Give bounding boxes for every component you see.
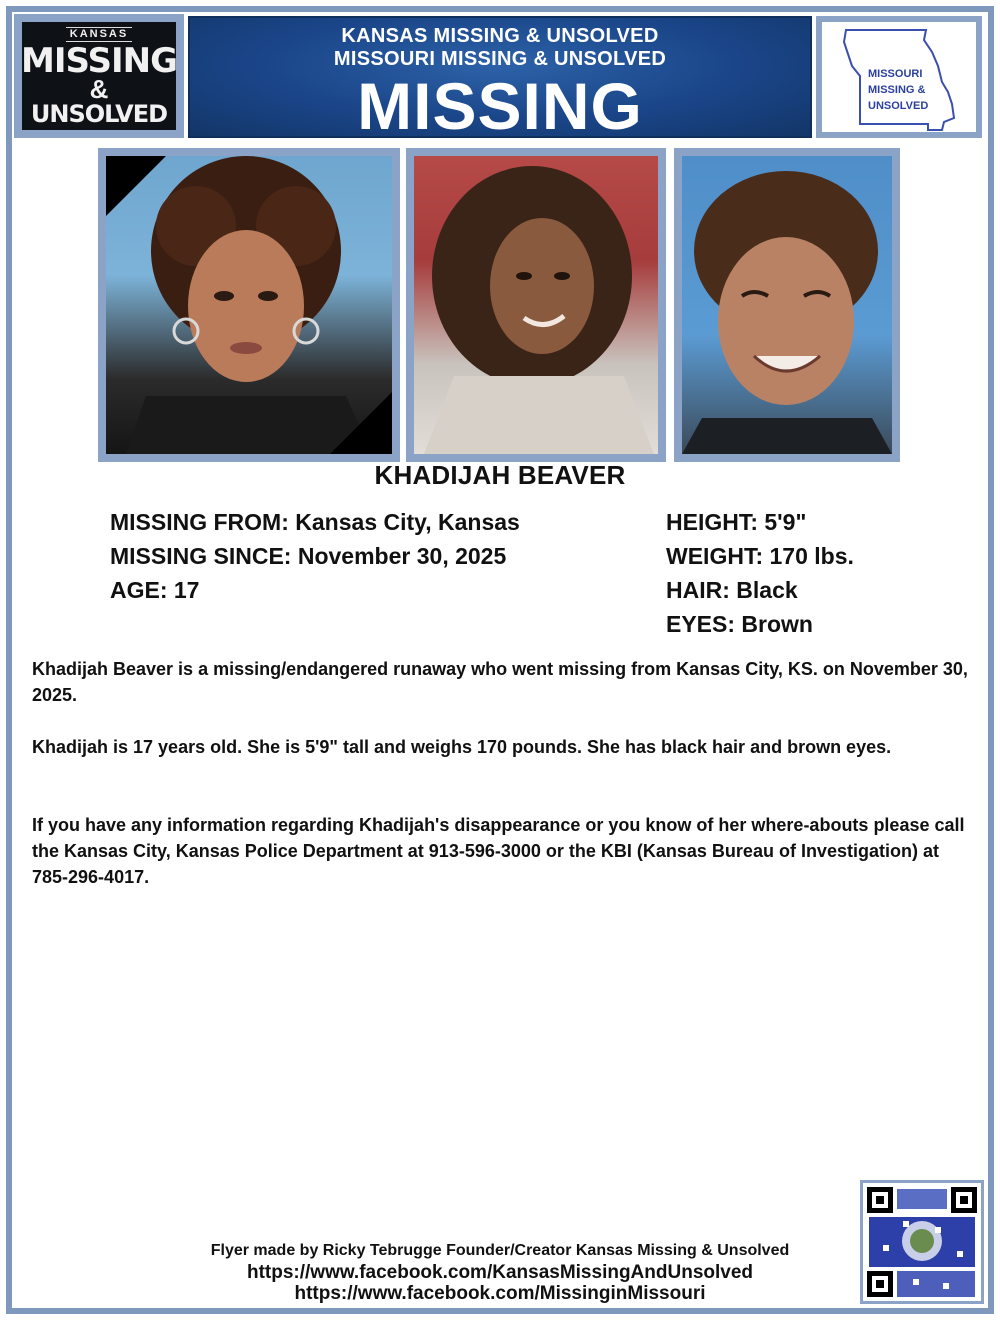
fact-hair bbox=[666, 573, 854, 607]
fact-value: Kansas City, Kansas bbox=[295, 509, 520, 535]
description-paragraph: Khadijah Beaver is a missing/endangered runaway who went missing from Kansas City, KS. on November 30, 2025. bbox=[32, 659, 968, 705]
contact-info-paragraph: If you have any information regarding Khadijah's disappearance or you know of her where-abouts please call the Kansas City, Kansas Police Department at 913-596-3000 or the KBI (Kansas Bureau of Investigation) at 785-296-4017. bbox=[32, 815, 965, 887]
banner-title: MISSING bbox=[357, 69, 643, 143]
fact-missing-since bbox=[110, 539, 520, 573]
facts-right bbox=[666, 505, 854, 641]
fact-label: MISSING FROM: bbox=[110, 509, 289, 535]
mo-logo-line2: MISSING & bbox=[868, 84, 926, 96]
banner-line-missouri: MISSOURI MISSING & UNSOLVED bbox=[333, 48, 667, 70]
fact-weight bbox=[666, 539, 854, 573]
person-photo-3 bbox=[682, 156, 892, 454]
fact-age bbox=[110, 573, 520, 607]
fact-label: WEIGHT: bbox=[666, 543, 764, 569]
fact-value: 5'9" bbox=[764, 509, 807, 535]
fact-eyes bbox=[666, 607, 854, 641]
mo-logo-line3: UNSOLVED bbox=[868, 100, 929, 112]
flyer-credit: Flyer made by Ricky Tebrugge Founder/Creator Kansas Missing & Unsolved bbox=[210, 1242, 790, 1259]
person-photo-2 bbox=[414, 156, 658, 454]
fact-label: AGE: bbox=[110, 577, 168, 603]
fact-label: EYES: bbox=[666, 611, 736, 637]
fact-label: HEIGHT: bbox=[666, 509, 758, 535]
fact-label: MISSING SINCE: bbox=[110, 543, 292, 569]
fact-missing-from bbox=[110, 505, 520, 539]
facebook-link-missouri[interactable]: https://www.facebook.com/MissinginMissouri bbox=[294, 1283, 706, 1304]
mo-logo-line1: MISSOURI bbox=[868, 68, 923, 80]
logo-line-unsolved: UNSOLVED bbox=[30, 99, 168, 128]
photo-3 bbox=[674, 148, 900, 462]
fact-height bbox=[666, 505, 854, 539]
fact-value: Black bbox=[736, 577, 798, 603]
fact-value: 17 bbox=[173, 577, 200, 603]
fact-value: 170 lbs. bbox=[769, 543, 854, 569]
facts-left bbox=[110, 505, 520, 607]
header-banner bbox=[188, 16, 812, 143]
qr-code-icon bbox=[863, 1183, 981, 1301]
person-photo-1 bbox=[106, 156, 392, 454]
physical-description-paragraph: Khadijah is 17 years old. She is 5'9" tall and weighs 170 pounds. She has black hair and brown eyes. bbox=[32, 737, 892, 757]
banner-line-kansas: KANSAS MISSING & UNSOLVED bbox=[341, 25, 659, 47]
fact-label: HAIR: bbox=[666, 577, 730, 603]
qr-code[interactable] bbox=[860, 1180, 984, 1304]
person-name: KHADIJAH BEAVER bbox=[374, 460, 626, 490]
photo-2-illustration bbox=[414, 156, 658, 454]
missouri-logo-text bbox=[868, 66, 928, 114]
fact-value: Brown bbox=[741, 611, 813, 637]
fact-value: November 30, 2025 bbox=[297, 543, 507, 569]
kansas-missing-unsolved-logo bbox=[14, 14, 184, 138]
photo-3-illustration bbox=[682, 156, 892, 454]
photo-2 bbox=[406, 148, 666, 462]
logo-line-missing: MISSING bbox=[21, 40, 177, 81]
logo-line-kansas: KANSAS bbox=[66, 27, 132, 42]
logo-line-ampersand: & bbox=[89, 73, 109, 104]
missouri-missing-unsolved-logo bbox=[816, 16, 982, 138]
photo-1 bbox=[98, 148, 400, 462]
facebook-link-kansas[interactable]: https://www.facebook.com/KansasMissingAndUnsolved bbox=[246, 1262, 754, 1283]
photo-1-illustration bbox=[106, 156, 392, 454]
